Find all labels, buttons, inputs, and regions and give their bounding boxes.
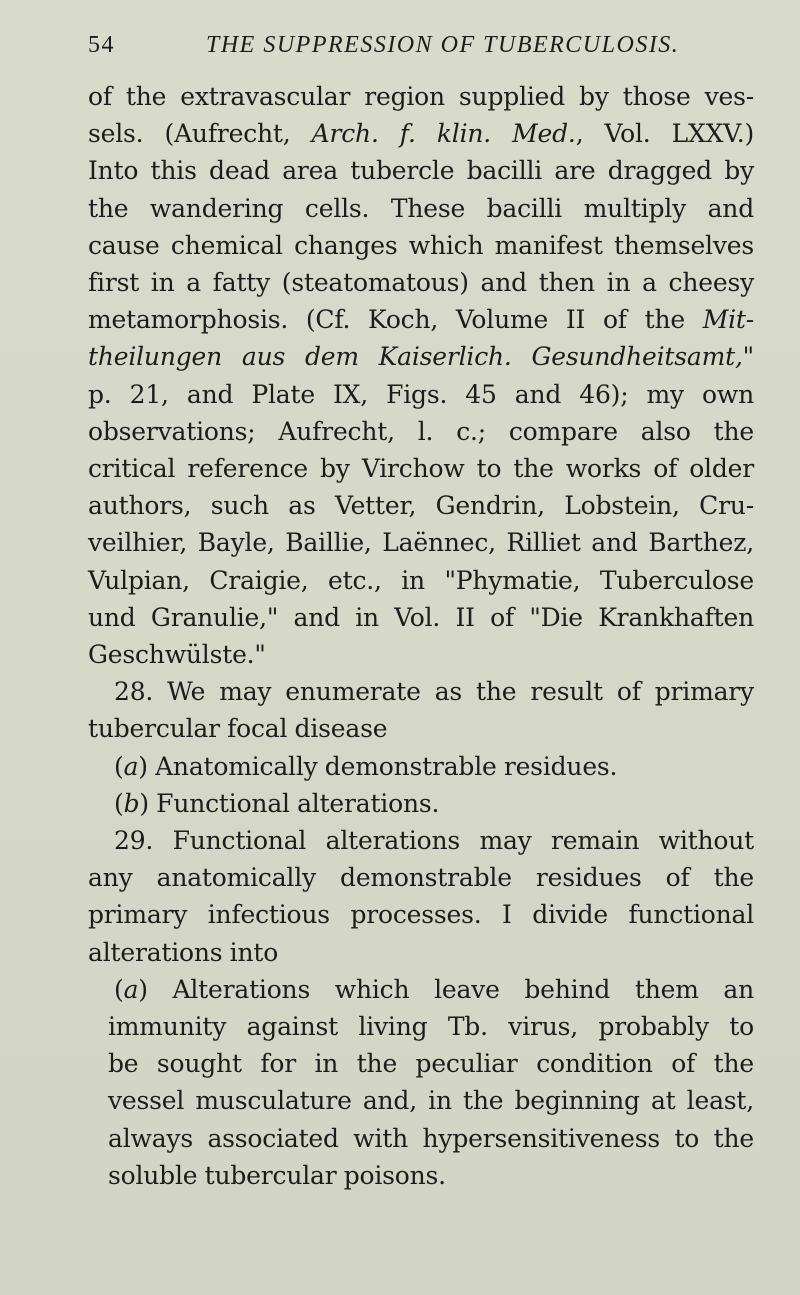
text-line: primary infectious processes. I divide functional [88, 900, 754, 930]
text-line: the wandering cells. These bacilli multiply and [88, 193, 754, 223]
text-line: p. 21, and Plate IX, Figs. 45 and 46); my own [88, 379, 754, 409]
text-line: any anatomically demonstrable residues of the [88, 863, 754, 893]
text-line: Vulpian, Craigie, etc., in "Phymatie, Tuberculose [88, 565, 754, 595]
body-text [88, 78, 754, 1194]
text-line: authors, such as Vetter, Gendrin, Lobstein, Cru- [88, 491, 754, 521]
running-head [88, 32, 748, 64]
list-item-a: (a) Anatomically demonstrable residues. [114, 751, 618, 781]
text-line: Into this dead area tubercle bacilli are dragged by [88, 156, 754, 186]
section-29-heading: 29. Functional alterations may remain without [114, 826, 754, 856]
text-line: soluble tubercular poisons. [108, 1160, 446, 1190]
text-line: cause chemical changes which manifest themselves [88, 230, 754, 260]
text-line: tubercular focal disease [88, 714, 388, 744]
text-line: Geschwülste." [88, 640, 266, 670]
text-line: be sought for in the peculiar condition of the [108, 1049, 754, 1079]
text-line: alterations into [88, 937, 279, 967]
text-line: veilhier, Bayle, Baillie, Laënnec, Rilliet and Barthez, [88, 528, 754, 558]
text-line: metamorphosis. (Cf. Koch, Volume II of the Mit- [88, 305, 754, 335]
text-line: immunity against living Tb. virus, probably to [108, 1012, 754, 1042]
text-line: vessel musculature and, in the beginning at least, [108, 1086, 754, 1116]
list-item-a: (a) Alterations which leave behind them an [114, 974, 754, 1004]
text-line: always associated with hypersensitiveness to the [108, 1123, 754, 1153]
text-line: of the extravascular region supplied by those ves- [88, 82, 754, 111]
text-line: first in a fatty (steatomatous) and then in a cheesy [88, 268, 754, 298]
section-28-heading: 28. We may enumerate as the result of primary [114, 677, 754, 707]
running-title: THE SUPPRESSION OF TUBERCULOSIS. [206, 32, 680, 58]
text-line: theilungen aus dem Kaiserlich. Gesundheitsamt," [88, 342, 754, 372]
text-line: critical reference by Virchow to the works of older [88, 454, 754, 484]
text-line: sels. (Aufrecht, Arch. f. klin. Med., Vol. LXXV.) [88, 119, 754, 149]
list-item-b: (b) Functional alterations. [114, 788, 440, 818]
text-line: und Granulie," and in Vol. II of "Die Krankhaften [88, 602, 754, 632]
text-line: observations; Aufrecht, l. c.; compare also the [88, 416, 754, 446]
page-number: 54 [88, 32, 115, 58]
